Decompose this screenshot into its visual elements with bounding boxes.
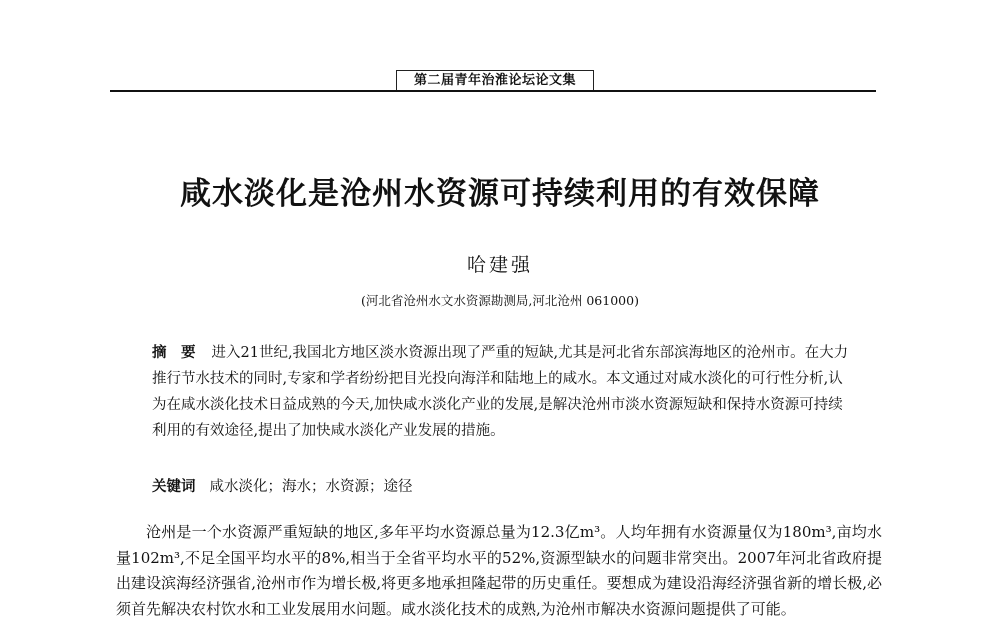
abstract-text: 进入21世纪,我国北方地区淡水资源出现了严重的短缺,尤其是河北省东部滨海地区的沧州市。在大力推行节水技术的同时,专家和学者纷纷把目光投向海洋和陆地上的咸水。本文通过对咸水淡化的可行性分析,认为在咸水淡化技术日益成熟的今天,加快咸水淡化产业的发展,是解决沧州市淡水资源短缺和保持水资源可持续利用的有效途径,提出了加快咸水淡化产业发展的措施。 bbox=[152, 345, 849, 439]
header-rule bbox=[110, 90, 876, 92]
author-affiliation: (河北省沧州水文水资源勘测局,河北沧州 061000) bbox=[361, 293, 639, 308]
keywords-label: 关键词 bbox=[152, 479, 196, 495]
abstract-label: 摘 要 bbox=[152, 345, 196, 361]
keywords bbox=[152, 474, 852, 500]
abstract bbox=[152, 340, 852, 444]
paper-author: 哈建强 bbox=[466, 254, 533, 276]
body-paragraph: 沧州是一个水资源严重短缺的地区,多年平均水资源总量为12.3亿m³。人均年拥有水资源量仅为180m³,亩均水量102m³,不足全国平均水平的8%,相当于全省平均水平的52%,资源型缺水的问题非常突出。2007年河北省政府提出建设滨海经济强省,沧州市作为增长极,将更多地承担隆起带的历史重任。要想成为建设沿海经济强省新的增长极,必须首先解决农村饮水和工业发展用水问题。咸水淡化技术的成熟,为沧州市解决水资源问题提供了可能。 bbox=[116, 523, 882, 618]
paper-title: 咸水淡化是沧州水资源可持续利用的有效保障 bbox=[180, 176, 820, 212]
keywords-text: 咸水淡化；海水；水资源；途径 bbox=[209, 479, 413, 495]
journal-header: 第二届青年治淮论坛论文集 bbox=[396, 70, 594, 92]
